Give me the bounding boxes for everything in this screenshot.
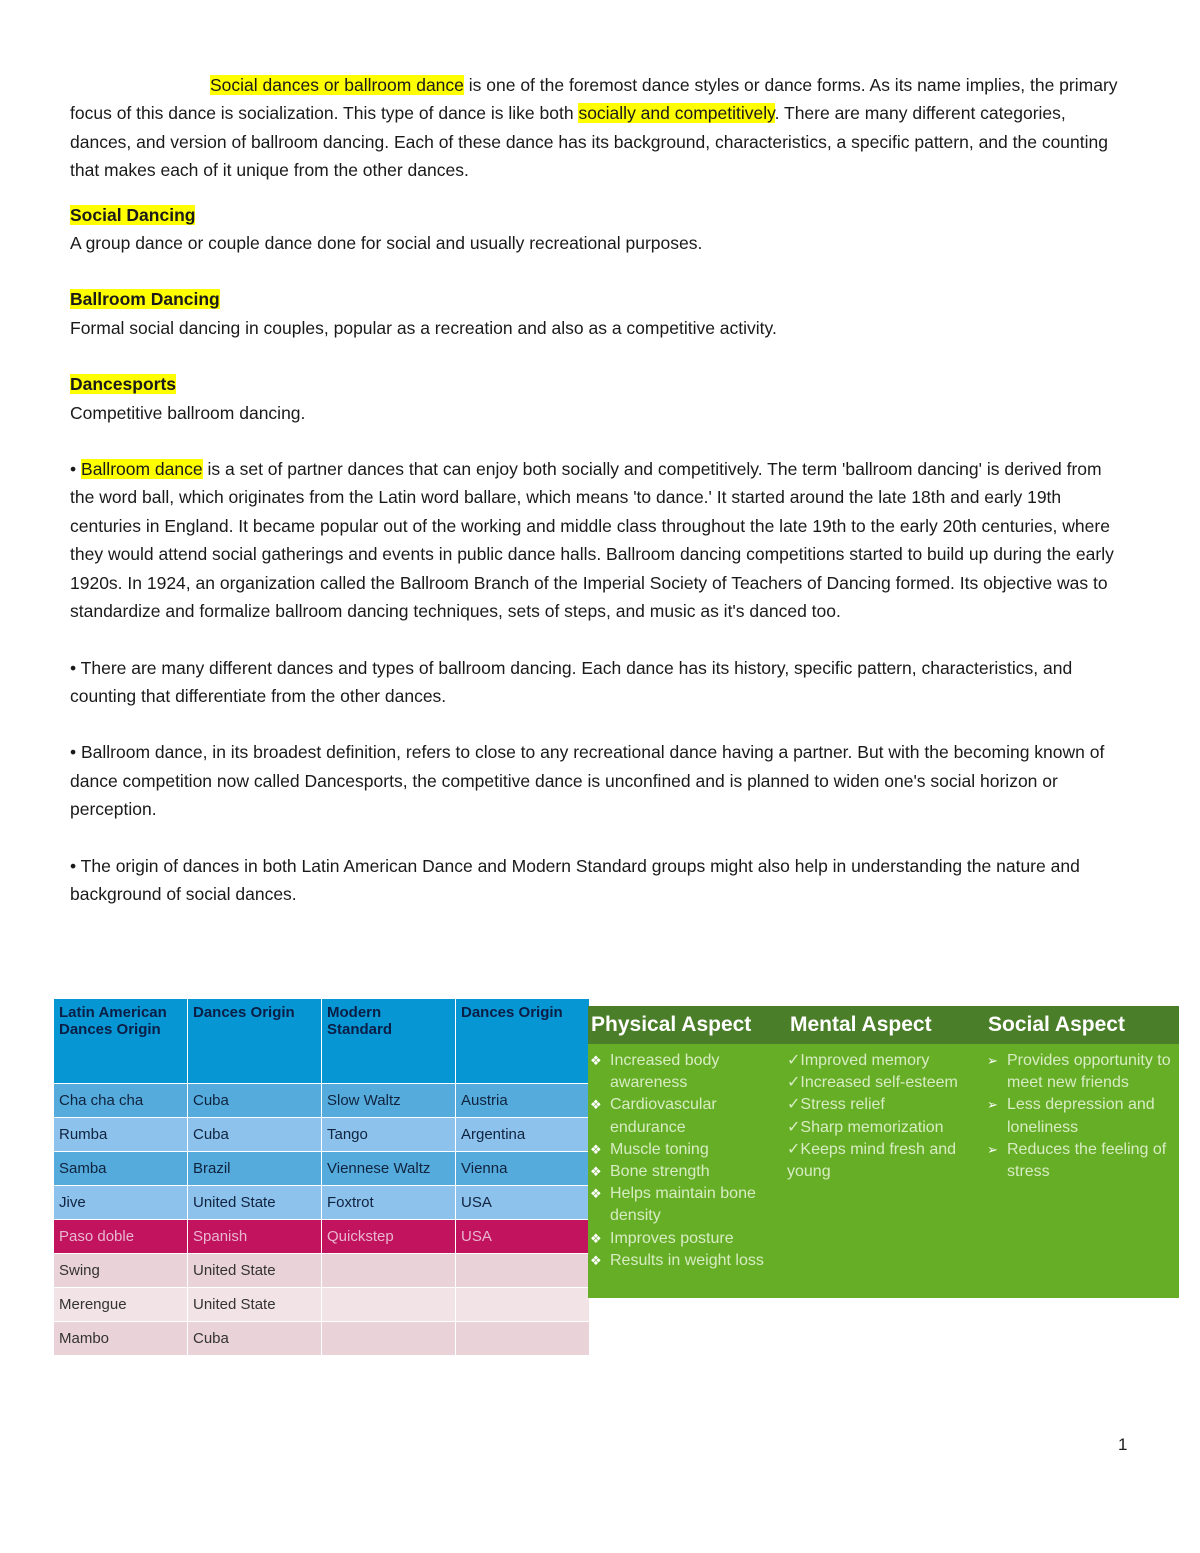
- cell: Spanish: [188, 1220, 322, 1254]
- cell: Cuba: [188, 1322, 322, 1356]
- cell: Foxtrot: [322, 1186, 456, 1220]
- mental-aspect-item-text: Sharp memorization: [800, 1118, 944, 1136]
- cell: Viennese Waltz: [322, 1152, 456, 1186]
- cell: Rumba: [54, 1118, 188, 1152]
- term-ballroom-dancing: Ballroom Dancing: [70, 289, 220, 310]
- social-aspect-list: [985, 1050, 1180, 1183]
- checkmark-icon: ✓: [787, 1140, 801, 1158]
- page-number: 1: [1118, 1435, 1128, 1454]
- table-row: [54, 1186, 590, 1220]
- physical-aspect-item-text: Cardiovascular endurance: [610, 1096, 717, 1136]
- physical-aspect-list: [588, 1050, 783, 1272]
- bullet-paragraph-4: • The origin of dances in both Latin American Dance and Modern Standard groups might also help in understanding the nature and background of social dances.: [70, 855, 1080, 904]
- cell: United State: [188, 1288, 322, 1322]
- intro-text-1: is one of the foremost dance styles or dance forms. As its name implies, the primary focus of this dance is socialization. This type of dance is like both: [70, 75, 1118, 124]
- document-body: [70, 71, 1130, 908]
- checkmark-icon: ✓: [787, 1096, 801, 1114]
- diamond-bullet-icon: ❖: [590, 1230, 602, 1246]
- arrow-bullet-icon: ➢: [987, 1053, 998, 1068]
- term-dancesports: Dancesports: [70, 374, 177, 395]
- mental-aspect-list: [787, 1050, 982, 1183]
- bullet-paragraph-1: [70, 455, 1130, 625]
- bullet-marker: •: [70, 459, 77, 480]
- physical-aspect-item-text: Results in weight loss: [610, 1251, 764, 1269]
- definition-ballroom: [70, 285, 1130, 342]
- diamond-bullet-icon: ❖: [590, 1186, 602, 1202]
- cell: Brazil: [188, 1152, 322, 1186]
- cell: Quickstep: [322, 1220, 456, 1254]
- diamond-bullet-icon: ❖: [590, 1097, 602, 1113]
- physical-aspect-item: [588, 1250, 783, 1272]
- table-row: [54, 1288, 590, 1322]
- intro-highlight-2: socially and competitively: [578, 103, 775, 124]
- cell: Austria: [456, 1084, 590, 1118]
- term-social-dancing: Social Dancing: [70, 204, 196, 225]
- header-dances-origin-1: Dances Origin: [188, 999, 322, 1084]
- aspects-panel: [588, 1006, 1179, 1298]
- physical-aspect-item-text: Helps maintain bone density: [610, 1185, 756, 1225]
- physical-aspect-item: [588, 1094, 783, 1138]
- cell: Samba: [54, 1152, 188, 1186]
- physical-aspect-item: [588, 1050, 783, 1094]
- cell: Paso doble: [54, 1220, 188, 1254]
- cell: Argentina: [456, 1118, 590, 1152]
- cell: Swing: [54, 1254, 188, 1288]
- cell: Merengue: [54, 1288, 188, 1322]
- desc-ballroom-dancing: Formal social dancing in couples, popular as a recreation and also as a competitive activity.: [70, 317, 777, 338]
- physical-aspect-item-text: Improves posture: [610, 1229, 734, 1247]
- physical-aspect-item: [588, 1139, 783, 1161]
- cell: [456, 1288, 590, 1322]
- table-row: [54, 1220, 590, 1254]
- physical-aspect-title: Physical Aspect: [591, 1013, 752, 1036]
- mental-aspect-item: [787, 1117, 982, 1139]
- dance-origins-table: [53, 998, 590, 1356]
- diamond-bullet-icon: ❖: [590, 1053, 602, 1068]
- physical-aspect-item-text: Muscle toning: [610, 1140, 709, 1158]
- header-modern-standard: Modern Standard: [322, 999, 456, 1084]
- table-row: [54, 1084, 590, 1118]
- mental-aspect-item: [787, 1139, 982, 1183]
- mental-aspect-item: [787, 1050, 982, 1072]
- cell: [456, 1322, 590, 1356]
- social-aspect-item: [985, 1050, 1180, 1094]
- bullet-1-text: is a set of partner dances that can enjoy both socially and competitively. The term 'ballroom dancing' is derived from the word ball, which originates from the Latin word ballare, which means 'to dance.' It started around the late 18th and early 19th centuries in England. It became popular out of the working and middle class throughout the late 19th to the early 20th centuries, where they would attend social gatherings and events in public dance halls. Ballroom dancing competitions started to build up during the early 1920s. In 1924, an organization called the Ballroom Branch of the Imperial Society of Teachers of Dancing formed. Its objective was to standardize and formalize ballroom dancing techniques, sets of steps, and music as it's danced too.: [70, 459, 1114, 622]
- cell: [322, 1288, 456, 1322]
- cell: [456, 1254, 590, 1288]
- social-aspect-item: [985, 1094, 1180, 1138]
- definition-social: [70, 201, 1130, 258]
- diamond-bullet-icon: ❖: [590, 1141, 602, 1157]
- mental-aspect-item: [787, 1072, 982, 1094]
- physical-aspect-item: [588, 1228, 783, 1250]
- physical-aspect-item-text: Bone strength: [610, 1163, 710, 1181]
- diamond-bullet-icon: ❖: [590, 1252, 602, 1268]
- header-dances-origin-2: Dances Origin: [456, 999, 590, 1084]
- table-header-row: [54, 999, 590, 1084]
- cell: Cha cha cha: [54, 1084, 188, 1118]
- physical-aspect-item-text: Increased body awareness: [610, 1052, 720, 1092]
- cell: United State: [188, 1186, 322, 1220]
- physical-aspect-item: [588, 1183, 783, 1227]
- social-aspect-item: [985, 1139, 1180, 1183]
- mental-aspect-title: Mental Aspect: [790, 1013, 932, 1036]
- intro-text-2: . There are many different categories, dances, and version of ballroom dancing. Each of these dance has its background, characteristics, a specific pattern, and the counting that makes each of it unique from the other dances.: [70, 103, 1108, 181]
- table-row: [54, 1118, 590, 1152]
- social-aspect-item-text: Provides opportunity to meet new friends: [1007, 1052, 1171, 1092]
- social-aspect-title: Social Aspect: [988, 1013, 1125, 1036]
- bullet-1-highlight: Ballroom dance: [81, 459, 203, 480]
- checkmark-icon: ✓: [787, 1118, 801, 1136]
- bullet-paragraph-2: • There are many different dances and types of ballroom dancing. Each dance has its history, specific pattern, characteristics, and counting that differentiate from the other dances.: [70, 657, 1073, 706]
- cell: USA: [456, 1186, 590, 1220]
- table-row: [54, 1254, 590, 1288]
- desc-dancesports: Competitive ballroom dancing.: [70, 402, 306, 423]
- desc-social-dancing: A group dance or couple dance done for social and usually recreational purposes.: [70, 233, 703, 254]
- arrow-bullet-icon: ➢: [987, 1141, 998, 1157]
- checkmark-icon: ✓: [787, 1052, 801, 1069]
- cell: Jive: [54, 1186, 188, 1220]
- physical-aspect-column: [588, 1006, 783, 1272]
- cell: [322, 1322, 456, 1356]
- mental-aspect-item-text: Increased self-esteem: [800, 1074, 958, 1092]
- social-aspect-item-text: Less depression and loneliness: [1007, 1096, 1155, 1136]
- arrow-bullet-icon: ➢: [987, 1097, 998, 1113]
- cell: Cuba: [188, 1084, 322, 1118]
- cell: United State: [188, 1254, 322, 1288]
- intro-highlight: Social dances or ballroom dance: [210, 75, 464, 95]
- cell: Vienna: [456, 1152, 590, 1186]
- intro-paragraph: [70, 71, 1130, 185]
- mental-aspect-item-text: Keeps mind fresh and young: [787, 1140, 957, 1181]
- cell: [322, 1254, 456, 1288]
- cell: Slow Waltz: [322, 1084, 456, 1118]
- cell: Cuba: [188, 1118, 322, 1152]
- definition-dancesports: [70, 370, 1130, 427]
- cell: Tango: [322, 1118, 456, 1152]
- cell: USA: [456, 1220, 590, 1254]
- mental-aspect-item: [787, 1094, 982, 1116]
- mental-aspect-column: [787, 1006, 982, 1183]
- bullet-paragraph-3: • Ballroom dance, in its broadest definition, refers to close to any recreational dance having a partner. But with the becoming known of dance competition now called Dancesports, the competitive dance is unconfined and is planned to widen one's social horizon or perception.: [70, 742, 1105, 820]
- social-aspect-column: [985, 1006, 1180, 1183]
- mental-aspect-item-text: Stress relief: [800, 1096, 885, 1114]
- checkmark-icon: ✓: [787, 1074, 801, 1092]
- mental-aspect-item-text: Improved memory: [800, 1052, 930, 1069]
- table-row: [54, 1152, 590, 1186]
- social-aspect-item-text: Reduces the feeling of stress: [1007, 1140, 1167, 1181]
- header-latin-american: Latin American Dances Origin: [54, 999, 188, 1084]
- cell: Mambo: [54, 1322, 188, 1356]
- diamond-bullet-icon: ❖: [590, 1164, 602, 1180]
- table-row: [54, 1322, 590, 1356]
- physical-aspect-item: [588, 1161, 783, 1183]
